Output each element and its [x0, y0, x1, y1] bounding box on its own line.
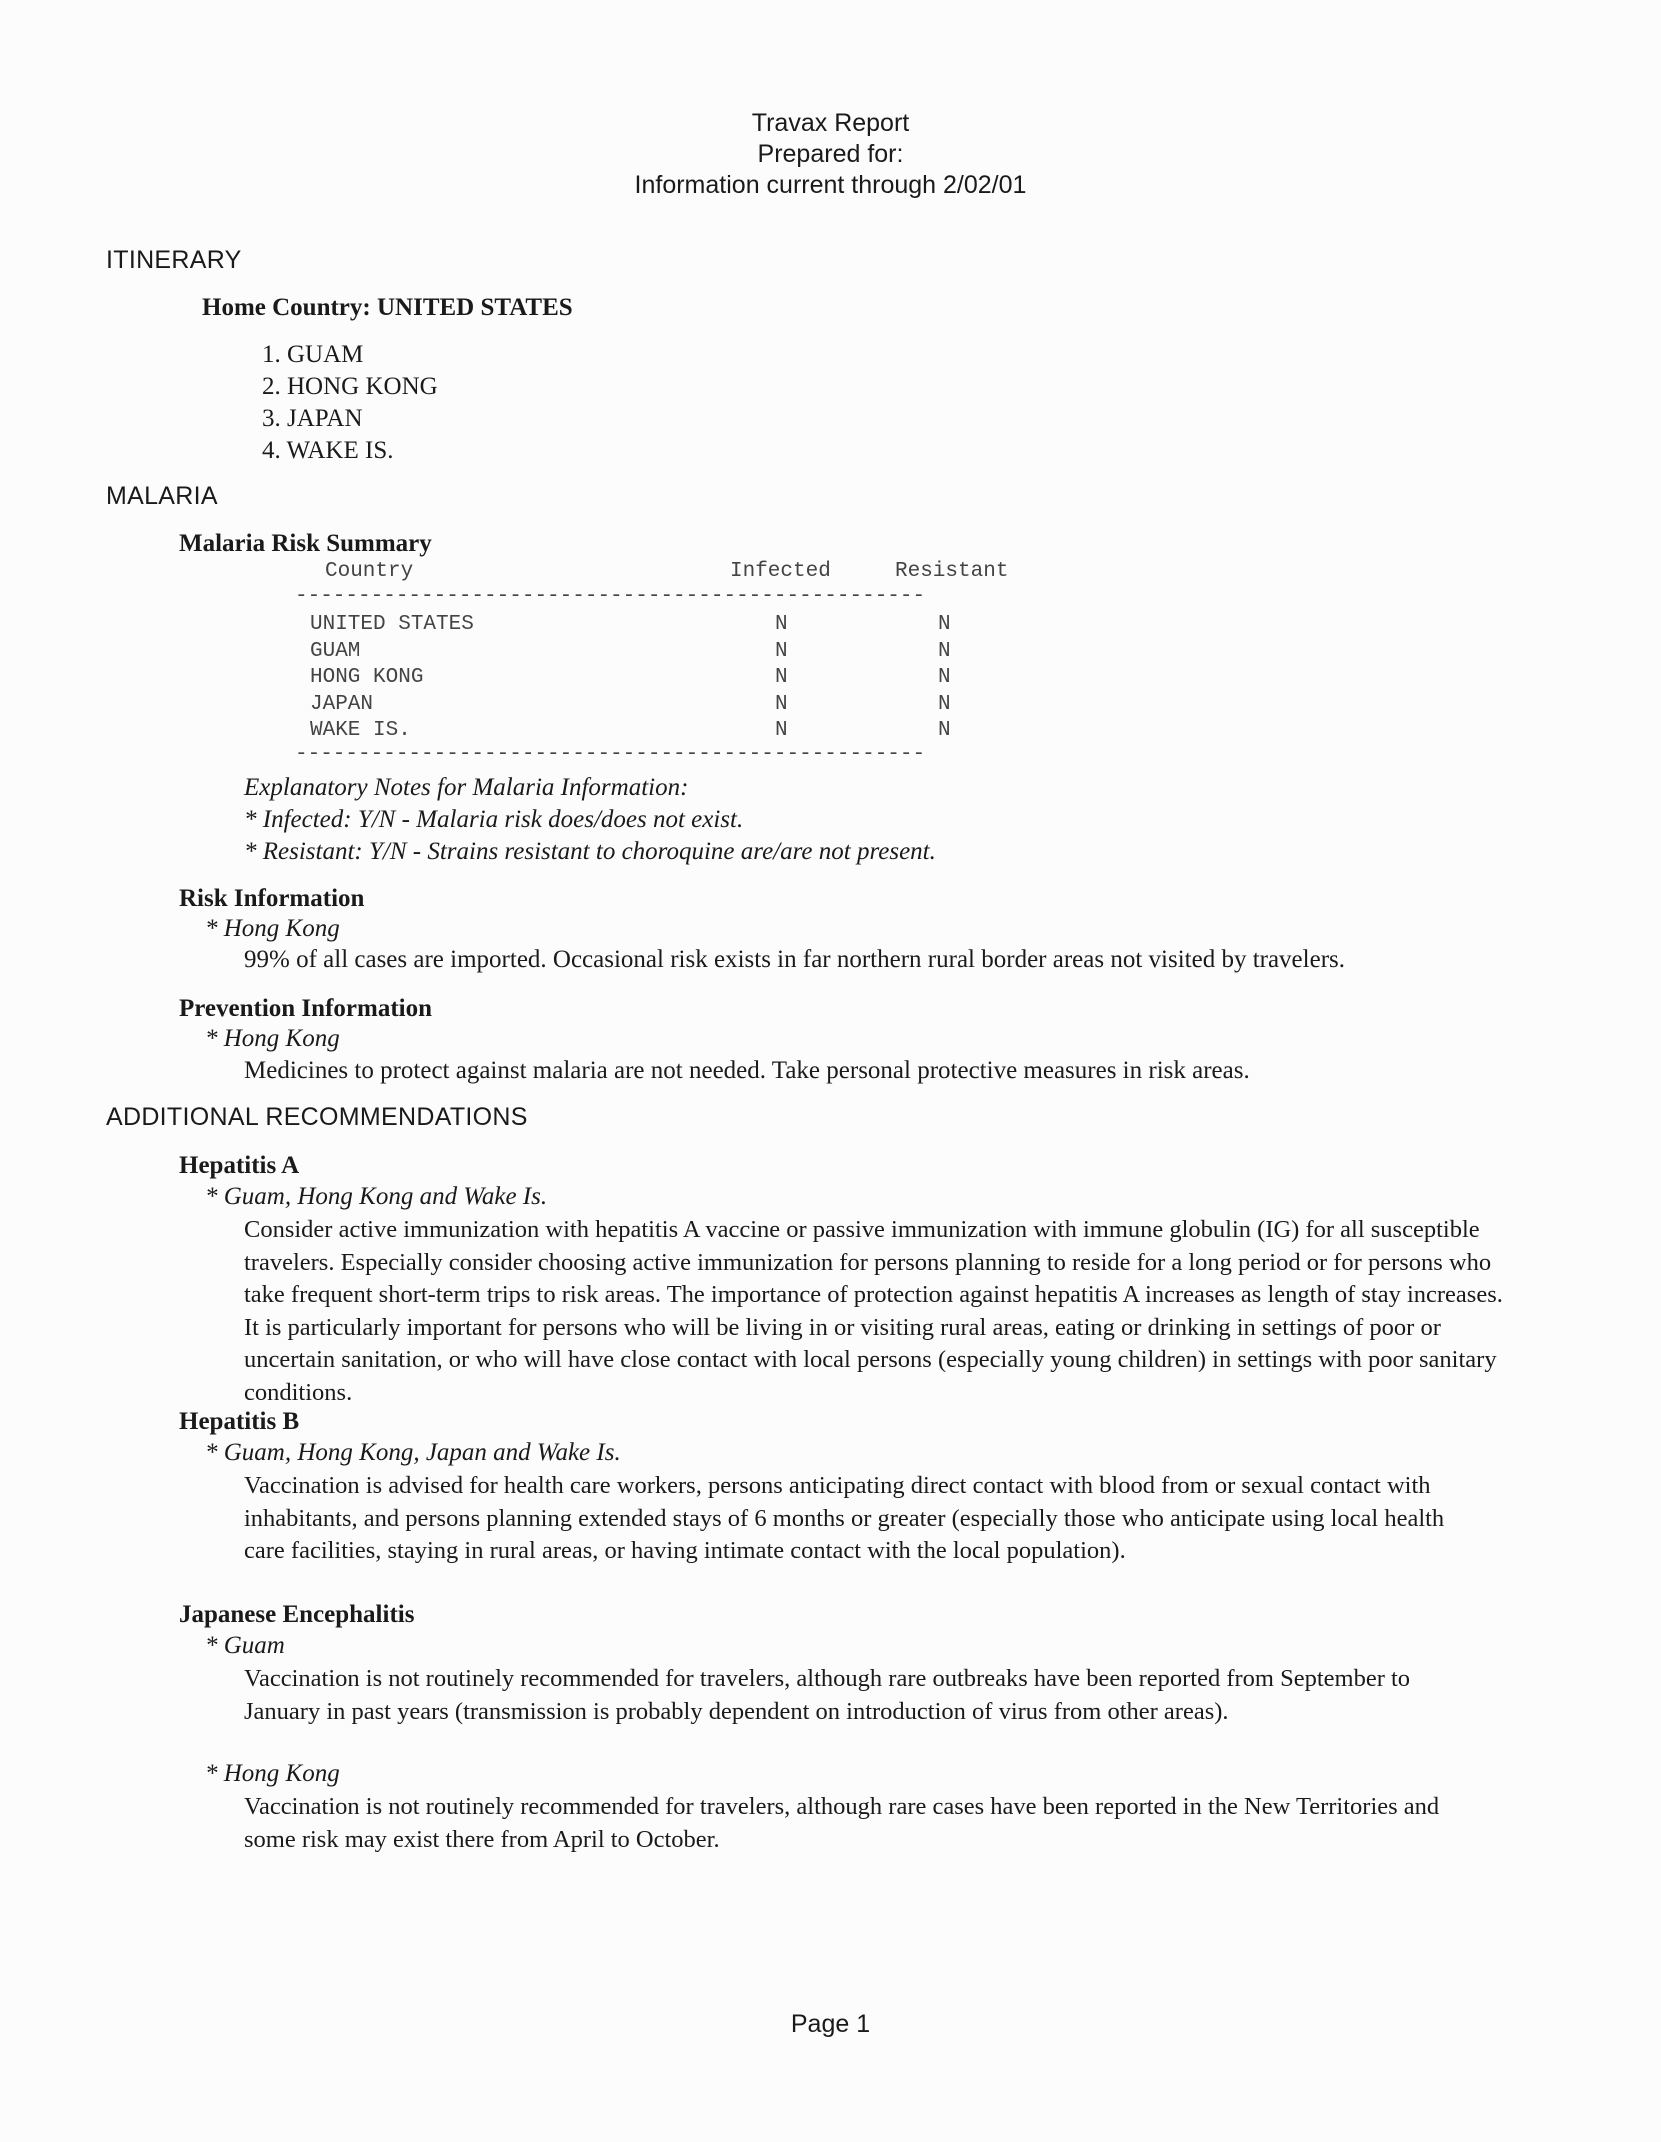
je-text-guam: Vaccination is not routinely recommended for travelers, although rare outbreaks have been reported from September to January in past years (transmission is probably dependent on introduction of virus from other areas).: [244, 1665, 1411, 1725]
itinerary-heading: ITINERARY: [106, 246, 242, 274]
table-cell-resistant: N: [938, 613, 951, 636]
je-location-hong-kong: * Hong Kong: [205, 1760, 340, 1787]
table-rule-top: --------------------------------------------------: [295, 585, 926, 608]
additional-recommendations-heading: ADDITIONAL RECOMMENDATIONS: [106, 1103, 528, 1131]
table-rule-bottom: --------------------------------------------------: [295, 743, 926, 766]
je-location-guam: * Guam: [205, 1632, 285, 1659]
hepatitis-b-location: * Guam, Hong Kong, Japan and Wake Is.: [205, 1439, 621, 1466]
table-cell-resistant: N: [938, 666, 951, 689]
prevention-info-text: Medicines to protect against malaria are not needed. Take personal protective measures in risk areas.: [244, 1057, 1250, 1084]
column-header-infected: Infected: [730, 560, 831, 583]
info-current-date: Information current through 2/02/01: [634, 171, 1027, 199]
table-cell-resistant: N: [938, 693, 951, 716]
note-infected: * Infected: Y/N - Malaria risk does/does not exist.: [244, 806, 744, 833]
table-cell-infected: N: [775, 719, 788, 742]
je-text-hong-kong: Vaccination is not routinely recommended for travelers, although rare cases have been reported in the New Territories and some risk may exist there from April to October.: [244, 1793, 1440, 1853]
table-cell-country: WAKE IS.: [310, 719, 411, 742]
table-cell-country: JAPAN: [310, 693, 374, 716]
hepatitis-b-text: Vaccination is advised for health care workers, persons anticipating direct contact with blood from or sexual contact with inhabitants, and persons planning extended stays of 6 months or greater (especially those who anticipate using local health care facilities, staying in rural areas, or having intimate contact with the local population).: [244, 1472, 1445, 1564]
itinerary-item: 4. WAKE IS.: [262, 437, 394, 464]
note-resistant: * Resistant: Y/N - Strains resistant to choroquine are/are not present.: [244, 838, 936, 865]
home-country: Home Country: UNITED STATES: [202, 294, 573, 321]
hepatitis-a-location: * Guam, Hong Kong and Wake Is.: [205, 1183, 548, 1210]
prevention-info-location: * Hong Kong: [205, 1025, 340, 1052]
malaria-notes-title: Explanatory Notes for Malaria Information:: [244, 774, 689, 801]
table-cell-resistant: N: [938, 640, 951, 663]
column-header-country: Country: [325, 560, 414, 583]
prevention-info-title: Prevention Information: [179, 995, 432, 1022]
column-header-resistant: Resistant: [895, 560, 1009, 583]
hepatitis-a-text: Consider active immunization with hepatitis A vaccine or passive immunization with immune globulin (IG) for all susceptible travelers. Especially consider choosing active immunization for persons planning to reside for a long period or for persons who take frequent short-term trips to risk areas. The importance of protection against hepatitis A increases as length of stay increases. It is particularly important for persons who will be living in or visiting rural areas, eating or drinking in settings of poor or uncertain sanitation, or who will have close contact with local persons (especially young children) in settings with poor sanitary conditions.: [244, 1216, 1503, 1406]
table-cell-country: GUAM: [310, 640, 361, 663]
hepatitis-b-title: Hepatitis B: [179, 1408, 300, 1435]
hepatitis-a-title: Hepatitis A: [179, 1152, 300, 1179]
risk-info-text: 99% of all cases are imported. Occasional risk exists in far northern rural border areas not visited by travelers.: [244, 946, 1346, 973]
risk-info-location: * Hong Kong: [205, 915, 340, 942]
table-cell-infected: N: [775, 693, 788, 716]
table-cell-country: HONG KONG: [310, 666, 424, 689]
itinerary-item: 1. GUAM: [262, 341, 364, 368]
malaria-heading: MALARIA: [106, 482, 218, 510]
risk-info-title: Risk Information: [179, 885, 365, 912]
table-cell-infected: N: [775, 613, 788, 636]
table-cell-infected: N: [775, 666, 788, 689]
itinerary-item: 3. JAPAN: [262, 405, 363, 432]
table-cell-infected: N: [775, 640, 788, 663]
report-title: Travax Report: [751, 109, 910, 137]
table-cell-resistant: N: [938, 719, 951, 742]
page-number: Page 1: [790, 2010, 871, 2038]
itinerary-item: 2. HONG KONG: [262, 373, 438, 400]
japanese-encephalitis-title: Japanese Encephalitis: [179, 1601, 415, 1628]
table-cell-country: UNITED STATES: [310, 613, 474, 636]
malaria-summary-title: Malaria Risk Summary: [179, 530, 432, 557]
prepared-for: Prepared for:: [757, 140, 904, 168]
